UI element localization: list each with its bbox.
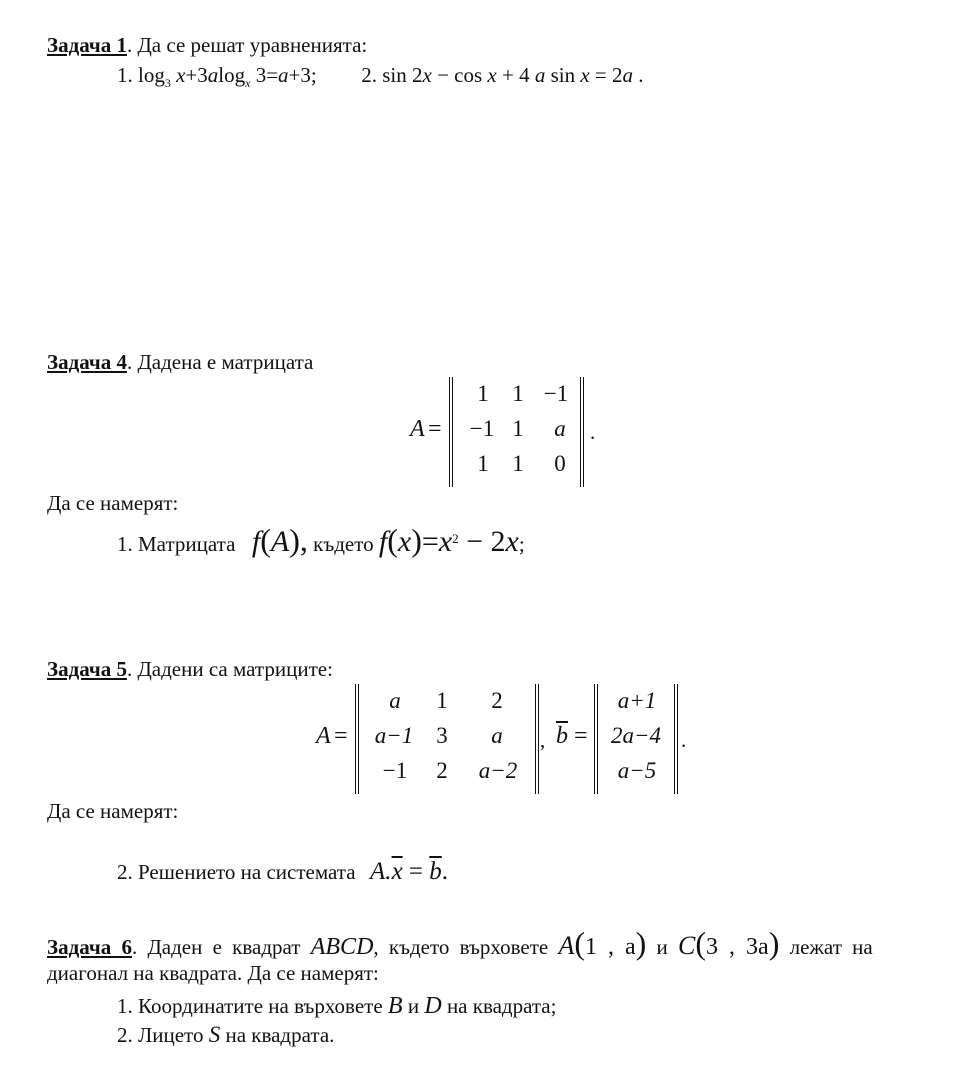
sys-b: $\overline{b}$ <box>429 858 442 885</box>
matrix4-left-bar <box>449 377 453 487</box>
task6-item2 <box>117 1022 334 1048</box>
v5-cell: a−5 <box>617 758 657 783</box>
m5-cell: a−2 <box>478 758 518 783</box>
fA-f: f <box>251 525 261 558</box>
task1-text: . Да се решат уравненията: <box>126 33 368 57</box>
m5-cell: 2 <box>436 758 448 783</box>
task5-label: Задача 5 <box>47 657 127 681</box>
task6-A: A <box>558 931 575 960</box>
task6-C: C <box>678 931 696 960</box>
task6-text2: , където върховете <box>373 935 549 959</box>
task4-item1-text: Матрицата <box>138 532 236 556</box>
task4-text: . Дадена е матрицата <box>126 350 314 374</box>
task1-item2-num: 2. <box>361 63 377 87</box>
eq2-x: x <box>422 63 432 87</box>
task5-text: . Дадени са матриците: <box>126 657 333 681</box>
task1-equations <box>117 63 644 91</box>
v5-cell: a+1 <box>617 688 657 713</box>
task6-S: S <box>208 1022 221 1047</box>
vector5-left-bar <box>594 684 598 794</box>
task4-matrix <box>449 377 584 487</box>
task6-text3: лежат на <box>789 935 873 959</box>
fx-x3: x <box>505 525 519 558</box>
m5-cell: 2 <box>491 688 503 713</box>
task6-line2: диагонал на квадрата. Да се намерят: <box>47 961 379 985</box>
task6-item1-num: 1. <box>117 994 133 1018</box>
eq1-basex: x <box>245 76 251 90</box>
m5-cell: a <box>389 688 401 713</box>
fx-x2: x <box>438 525 453 558</box>
task5-dot: . <box>681 728 687 752</box>
task5-b: $\overline{b}$ <box>556 723 568 749</box>
m4-cell: 1 <box>477 451 489 476</box>
matrix5-right-bar <box>535 684 539 794</box>
task4-label: Задача 4 <box>47 350 127 374</box>
task5-A: A <box>316 723 331 749</box>
sys-eq: = <box>402 858 430 885</box>
task6-and2: и <box>407 994 420 1018</box>
task5-eq: = <box>334 723 348 749</box>
task6-item1-text: Координатите на върховете <box>138 994 383 1018</box>
eq2-x2: x <box>487 63 497 87</box>
task4-item1-num: 1. <box>117 532 133 556</box>
task6-B: B <box>387 993 403 1019</box>
task6-text1: . Даден е квадрат <box>131 935 301 959</box>
m5-cell: −1 <box>382 758 408 783</box>
task5-eq2: = <box>574 723 588 749</box>
task6-item2-text: Лицето <box>138 1023 204 1047</box>
task5-heading <box>47 657 333 682</box>
m5-cell: a <box>491 723 503 748</box>
eq1-base3: 3 <box>164 76 171 90</box>
task6-item1 <box>117 993 556 1020</box>
task5-vector <box>594 684 678 794</box>
m4-cell: 1 <box>512 451 524 476</box>
fx-semi: ; <box>518 532 525 556</box>
eq1-plus3b: +3 <box>288 63 311 87</box>
eq1-three: 3= <box>255 63 279 87</box>
eq2-plus: + 4 <box>496 63 535 87</box>
task4-where: където <box>313 532 374 556</box>
task5-comma: , <box>540 728 546 752</box>
task1-eq2 <box>382 63 643 87</box>
m4-cell: 1 <box>512 416 524 441</box>
task6-ABCD: ABCD <box>310 934 374 960</box>
eq2-minus: − cos <box>431 63 488 87</box>
eq1-x: x <box>176 63 186 87</box>
m4-cell: −1 <box>469 416 495 441</box>
task6-label: Задача 6 <box>47 935 132 959</box>
m4-cell: 0 <box>554 451 566 476</box>
m4-cell: −1 <box>543 381 569 406</box>
task6-A-coords: 1 , a <box>584 934 636 960</box>
task1-label: Задача 1 <box>47 33 127 57</box>
task5-item2-num: 2. <box>117 860 133 884</box>
task5-item2-text: Решението на системата <box>138 860 356 884</box>
task4-A: A <box>410 416 425 442</box>
fA-rp: ), <box>289 522 308 558</box>
fx-exp: 2 <box>452 531 459 546</box>
sys-dot: . <box>441 858 449 885</box>
task6-line1: Задача 6. Даден е квадрат ABCD, където върховете A(1 , a) и C(3 , 3a) лежат на <box>47 925 873 961</box>
fA-A: A <box>270 525 290 558</box>
task4-find: Да се намерят: <box>47 491 179 515</box>
eq1-semi: ; <box>310 63 317 87</box>
eq2-x3: x <box>580 63 590 87</box>
fx-lp: ( <box>387 522 398 558</box>
eq2-dot: . <box>633 63 644 87</box>
task6-D: D <box>424 993 442 1019</box>
m4-cell: 1 <box>512 381 524 406</box>
m5-cell: 1 <box>436 688 448 713</box>
eq1-plus3: +3 <box>185 63 208 87</box>
sys-x: $\overline{x}$ <box>391 858 403 885</box>
m5-cell: a−1 <box>374 723 414 748</box>
task6-item2-num: 2. <box>117 1023 133 1047</box>
eq1-a: a <box>207 63 219 87</box>
task1-item1-num: 1. <box>117 63 133 87</box>
eq2-a: a <box>534 63 546 87</box>
eq2-sin: sin 2 <box>382 63 423 87</box>
matrix4-right-bar <box>580 377 584 487</box>
task1-eq1 <box>138 63 322 90</box>
task5-item2 <box>117 858 448 886</box>
task4-eq: = <box>428 416 442 442</box>
m4-cell: a <box>554 416 566 441</box>
fx-eq: = <box>421 525 439 558</box>
fx-f: f <box>378 525 388 558</box>
sys-A: A. <box>370 858 392 885</box>
task4-dot: . <box>590 420 596 444</box>
fx-x: x <box>397 525 412 558</box>
task6-item2-end: на квадрата. <box>225 1023 335 1047</box>
eq1-log: log <box>138 63 165 87</box>
task6-item1-end: на квадрата; <box>446 994 557 1018</box>
m4-cell: 1 <box>477 381 489 406</box>
task4-heading <box>47 350 313 375</box>
task5-matrix <box>355 684 539 794</box>
m5-cell: 3 <box>436 723 448 748</box>
eq2-sin2: sin <box>545 63 581 87</box>
eq2-a2: a <box>622 63 634 87</box>
task6-and: и <box>656 935 668 959</box>
v5-cell: 2a−4 <box>610 723 662 748</box>
eq2-eq: = 2 <box>589 63 623 87</box>
fA-lp: ( <box>260 522 271 558</box>
matrix5-left-bar <box>355 684 359 794</box>
task4-item1 <box>117 522 525 559</box>
fx-minus2: − 2 <box>458 525 506 558</box>
eq1-a2: a <box>278 63 289 87</box>
task1-heading <box>47 33 367 58</box>
eq1-log2: log <box>218 63 246 87</box>
task6-C-coords: 3 , 3a <box>706 934 769 960</box>
fx-rp: ) <box>411 522 422 558</box>
task5-find: Да се намерят: <box>47 799 179 823</box>
vector5-right-bar <box>674 684 678 794</box>
